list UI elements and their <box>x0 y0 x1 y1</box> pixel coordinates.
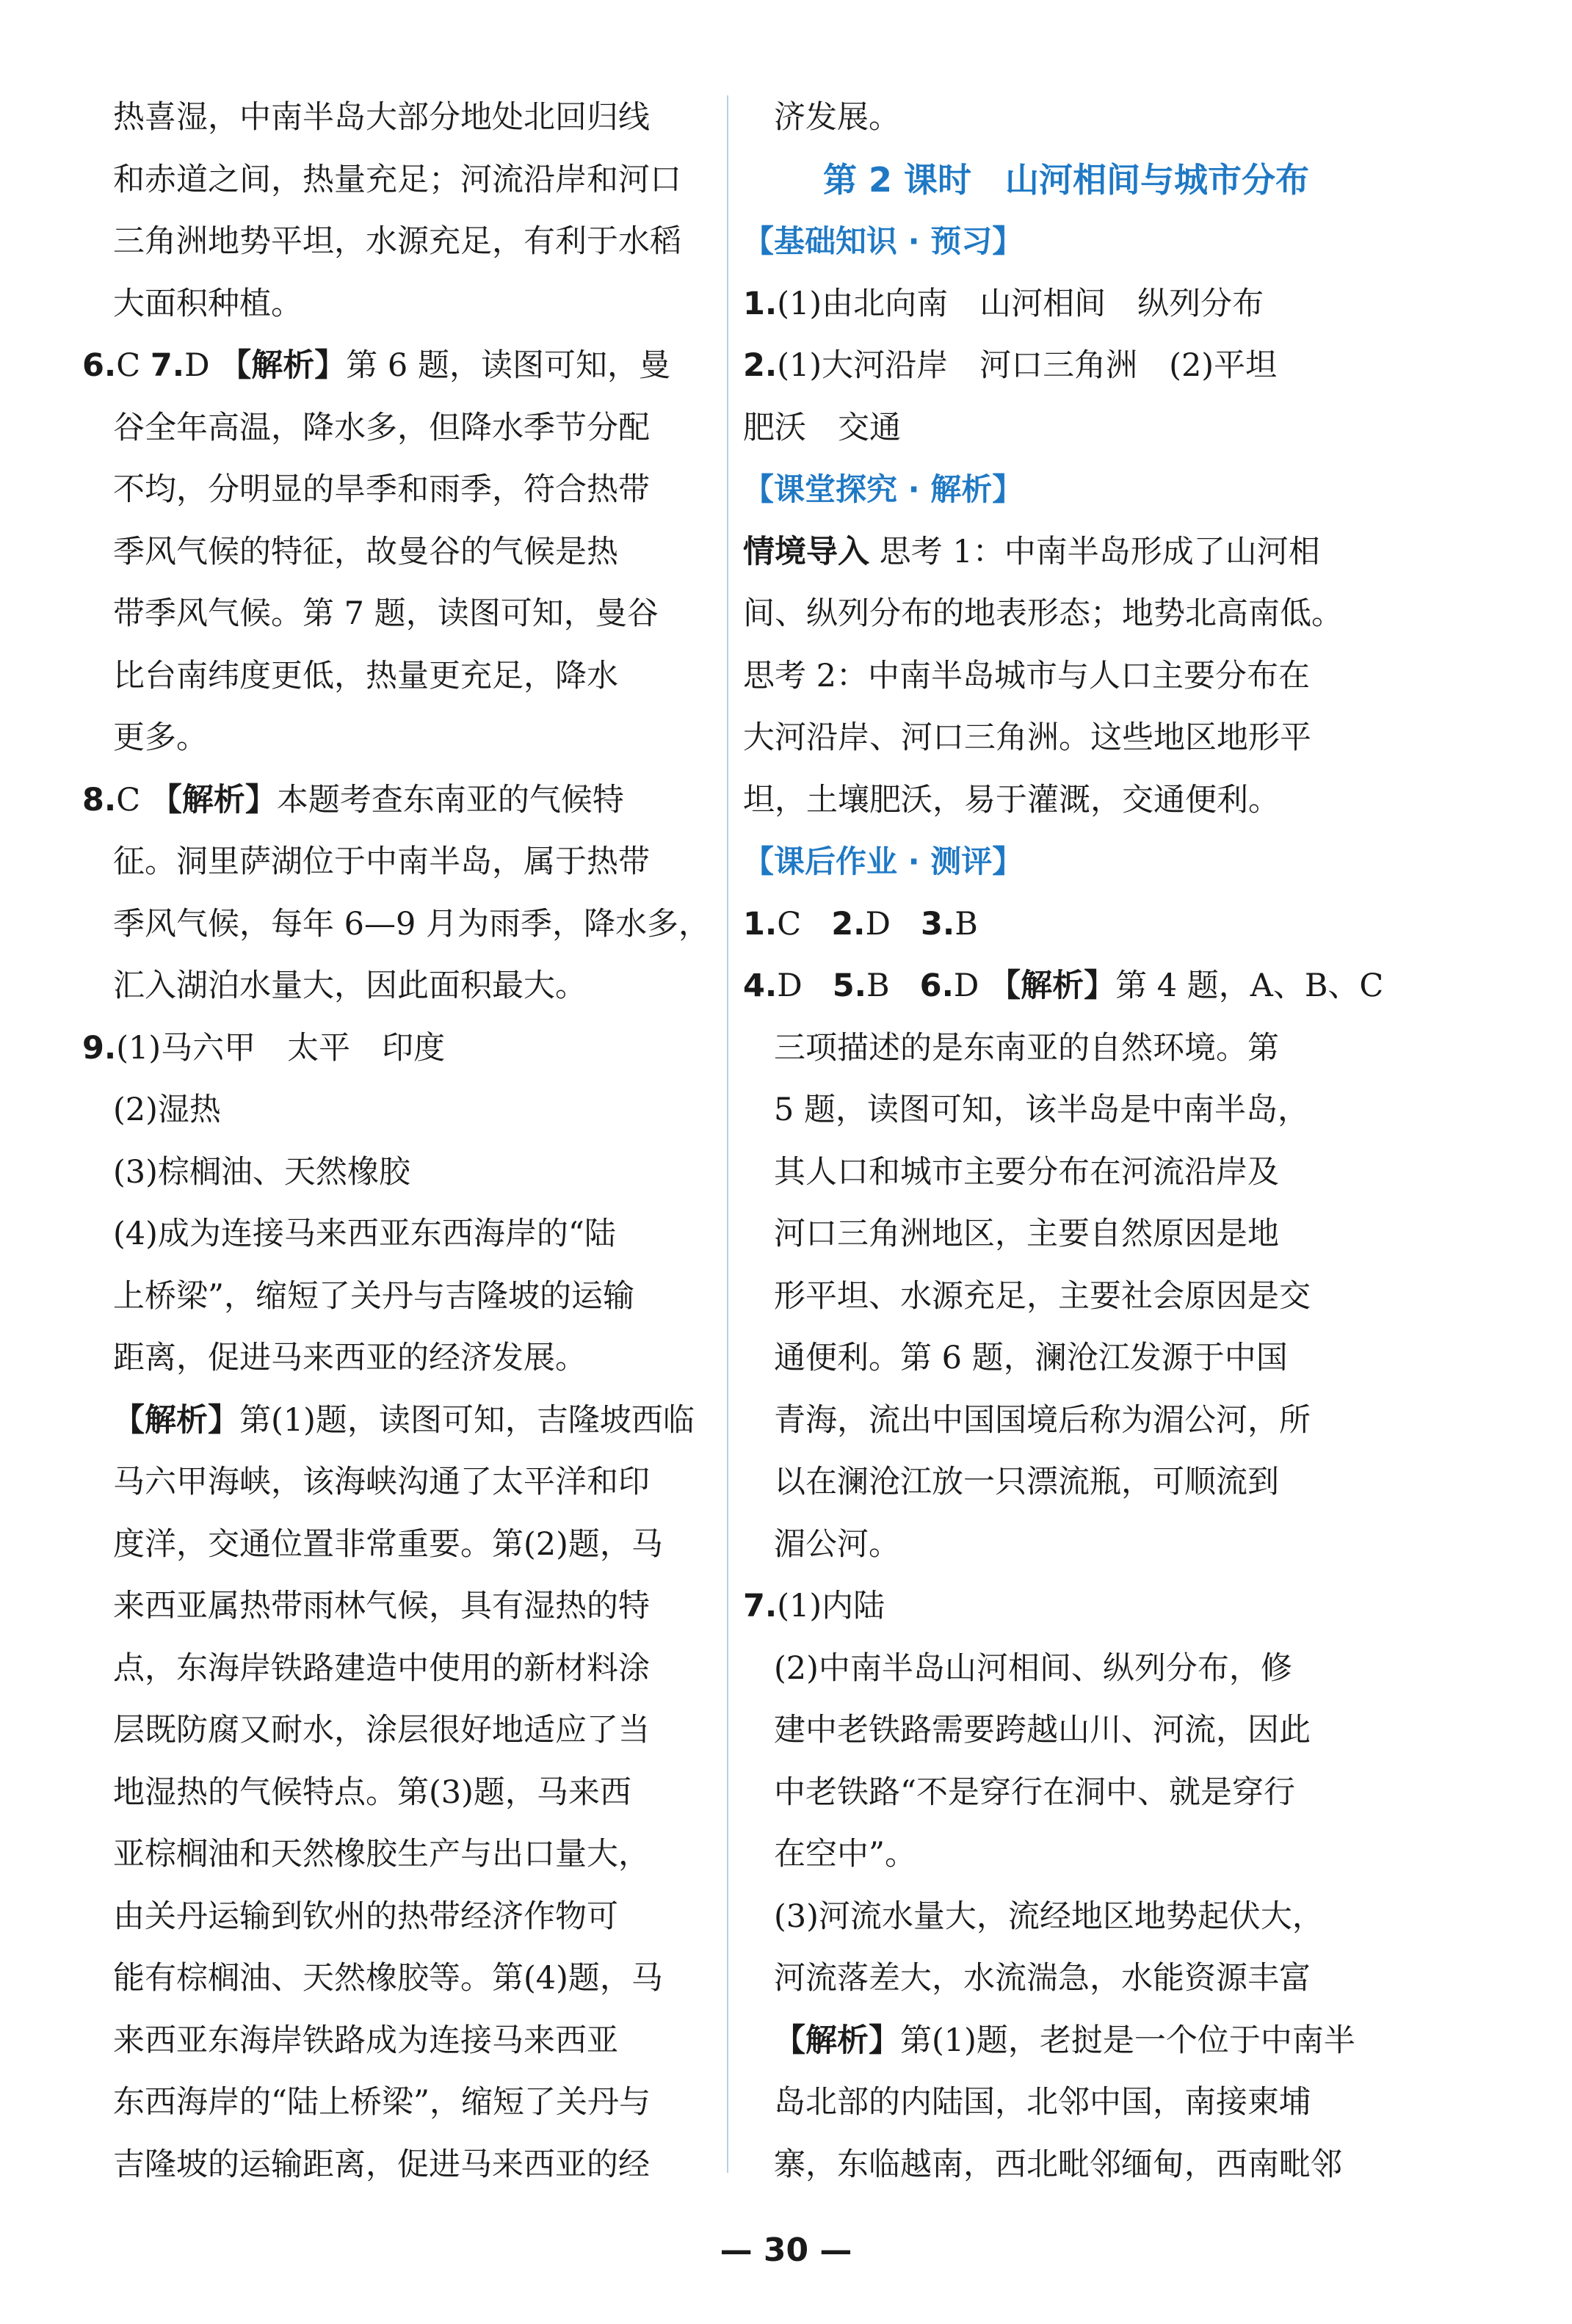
section-heading-homework: 【课后作业 · 测评】 <box>743 843 1024 879</box>
question-number: 9. <box>82 1029 117 1067</box>
analysis-tag: 【解析】 <box>774 2022 900 2059</box>
text-line: 三角洲地势平坦，水源充足，有利于水稻 <box>113 223 681 260</box>
text-line: 层既防腐又耐水，涂层很好地适应了当 <box>113 1712 650 1749</box>
text-line: 寨，东临越南，西北毗邻缅甸，西南毗邻 <box>774 2146 1342 2183</box>
left-column <box>82 87 714 2196</box>
analysis-tag: 【解析】 <box>989 967 1116 1004</box>
analysis-line <box>82 1390 714 1452</box>
answer-text: (1)由北向南 山河相间 纵列分布 <box>777 285 1264 322</box>
answer-letter: D <box>865 905 891 943</box>
text-line: 形平坦、水源充足，主要社会原因是交 <box>774 1277 1311 1315</box>
text-line: 通便利。第 6 题，澜沧江发源于中国 <box>774 1340 1288 1376</box>
text-line: 度洋，交通位置非常重要。第(2)题，马 <box>113 1525 663 1563</box>
text-line: 距离，促进马来西亚的经济发展。 <box>113 1340 587 1376</box>
answer-text: (1)大河沿岸 河口三角洲 (2)平坦 <box>777 347 1278 384</box>
answers-1-3 <box>743 893 1389 956</box>
text-line: (2)湿热 <box>113 1092 221 1128</box>
question-number: 7. <box>743 1588 778 1624</box>
question-number: 6. <box>82 347 117 384</box>
text-line: 河流落差大，水流湍急，水能资源丰富 <box>774 1960 1311 1997</box>
text-line: 东西海岸的“陆上桥梁”，缩短了关丹与 <box>113 2084 651 2121</box>
answer-letter: C <box>116 347 141 384</box>
answer-8 <box>82 769 714 832</box>
scenario-text: 思考 1：中南半岛形成了山河相 <box>869 533 1320 570</box>
answers-4-6 <box>743 955 1389 1017</box>
text-line: 季风气候，每年 6—9 月为雨季，降水多， <box>113 905 711 943</box>
text-line: 间、纵列分布的地表形态；地势北高南低。 <box>743 595 1343 632</box>
answer-text: (1)马六甲 太平 印度 <box>116 1029 446 1067</box>
text-line: 和赤道之间，热量充足；河流沿岸和河口 <box>113 161 681 198</box>
analysis-tag: 【解析】 <box>150 781 277 818</box>
question-number: 8. <box>82 781 117 818</box>
text-line: 三项描述的是东南亚的自然环境。第 <box>774 1029 1279 1067</box>
text-line: 5 题，读图可知，该半岛是中南半岛， <box>774 1092 1310 1128</box>
text-line: (3)棕榈油、天然橡胶 <box>113 1153 410 1191</box>
answer-letter: C <box>777 905 802 943</box>
text-line: 更多。 <box>113 719 208 756</box>
analysis-text: 本题考查东南亚的气候特 <box>276 781 624 818</box>
text-line: 以在澜沧江放一只漂流瓶，可顺流到 <box>774 1464 1279 1500</box>
answer-6-7 <box>82 335 714 397</box>
question-number: 7. <box>150 347 185 384</box>
text-line: 点，东海岸铁路建造中使用的新材料涂 <box>113 1649 650 1687</box>
question-number: 3. <box>920 905 955 943</box>
section-heading-preview: 【基础知识 · 预习】 <box>743 223 1024 259</box>
question-number: 1. <box>743 285 778 322</box>
answer-9 <box>82 1017 714 1080</box>
text-line: 来西亚东海岸铁路成为连接马来西亚 <box>113 2022 618 2059</box>
text-line: 地湿热的气候特点。第(3)题，马来西 <box>113 1773 631 1811</box>
answer-letter: D <box>184 347 210 384</box>
text-line: 其人口和城市主要分布在河流沿岸及 <box>774 1153 1279 1191</box>
text-line: (2)中南半岛山河相间、纵列分布，修 <box>774 1649 1292 1687</box>
analysis-text: 第(1)题，老挝是一个位于中南半 <box>900 2022 1355 2059</box>
text-line: 谷全年高温，降水多，但降水季节分配 <box>113 409 650 446</box>
text-line: 肥沃 交通 <box>743 409 901 446</box>
text-line: 建中老铁路需要跨越山川、河流，因此 <box>774 1712 1311 1749</box>
answer-letter: B <box>955 905 978 943</box>
text-line: 湄公河。 <box>774 1525 900 1563</box>
text-line: (3)河流水量大，流经地区地势起伏大， <box>774 1898 1324 1935</box>
question-number: 2. <box>743 347 778 384</box>
column-divider <box>727 95 728 2173</box>
answer-letter: D <box>777 967 803 1004</box>
answer-text: (1)内陆 <box>777 1588 885 1624</box>
scenario-line <box>743 521 1389 584</box>
answer-letter: D <box>953 967 979 1004</box>
lesson-title: 第 2 课时 山河相间与城市分布 <box>822 159 1310 200</box>
text-line: 坦，土壤肥沃，易于灌溉，交通便利。 <box>743 781 1280 818</box>
analysis-text: 第 4 题，A、B、C <box>1115 967 1384 1004</box>
question-number: 4. <box>743 967 778 1004</box>
text-line: 青海，流出中国国境后称为湄公河，所 <box>774 1401 1311 1439</box>
analysis-tag: 【解析】 <box>220 347 347 384</box>
section-heading-explore: 【课堂探究 · 解析】 <box>743 471 1024 507</box>
text-line: 大面积种植。 <box>113 285 303 322</box>
text-line: 中老铁路“不是穿行在洞中、就是穿行 <box>774 1773 1295 1811</box>
text-line: 上桥梁”，缩短了关丹与吉隆坡的运输 <box>113 1277 634 1315</box>
text-line: 大河沿岸、河口三角洲。这些地区地形平 <box>743 719 1311 756</box>
text-line: 不均，分明显的旱季和雨季，符合热带 <box>113 471 650 508</box>
analysis-line <box>743 2010 1389 2072</box>
answer-2 <box>743 335 1389 397</box>
text-line: 能有棕榈油、天然橡胶等。第(4)题，马 <box>113 1960 663 1997</box>
text-line: 季风气候的特征，故曼谷的气候是热 <box>113 533 618 570</box>
text-line: 汇入湖泊水量大，因此面积最大。 <box>113 967 587 1004</box>
text-line: 亚棕榈油和天然橡胶生产与出口量大， <box>113 1836 650 1873</box>
text-line: 热喜湿，中南半岛大部分地处北回归线 <box>113 99 650 136</box>
text-line: 河口三角洲地区，主要自然原因是地 <box>774 1216 1279 1252</box>
text-line: 思考 2：中南半岛城市与人口主要分布在 <box>743 657 1311 694</box>
text-line: 征。洞里萨湖位于中南半岛，属于热带 <box>113 843 650 880</box>
text-line: 在空中”。 <box>774 1836 916 1873</box>
text-line: 带季风气候。第 7 题，读图可知，曼谷 <box>113 595 659 632</box>
question-number: 2. <box>831 905 866 943</box>
scenario-tag: 情境导入 <box>743 533 869 570</box>
analysis-tag: 【解析】 <box>113 1401 239 1439</box>
text-line: 岛北部的内陆国，北邻中国，南接柬埔 <box>774 2084 1311 2121</box>
answer-letter: B <box>866 967 890 1004</box>
answer-7 <box>743 1575 1389 1638</box>
analysis-text: 第(1)题，读图可知，吉隆坡西临 <box>239 1401 695 1439</box>
text-line: 来西亚属热带雨林气候，具有湿热的特 <box>113 1588 650 1624</box>
page-number: — 30 — <box>720 2232 852 2269</box>
text-line: (4)成为连接马来西亚东西海岸的“陆 <box>113 1216 616 1252</box>
text-line: 济发展。 <box>774 99 900 136</box>
answer-1 <box>743 273 1389 335</box>
question-number: 5. <box>832 967 867 1004</box>
right-column <box>743 87 1389 2196</box>
text-line: 由关丹运输到钦州的热带经济作物可 <box>113 1898 618 1935</box>
text-line: 吉隆坡的运输距离，促进马来西亚的经 <box>113 2146 650 2183</box>
question-number: 6. <box>919 967 954 1004</box>
analysis-text: 第 6 题，读图可知，曼 <box>346 347 670 384</box>
answer-letter: C <box>116 781 141 818</box>
text-line: 马六甲海峡，该海峡沟通了太平洋和印 <box>113 1464 650 1500</box>
question-number: 1. <box>743 905 778 943</box>
text-line: 比台南纬度更低，热量更充足，降水 <box>113 657 618 694</box>
